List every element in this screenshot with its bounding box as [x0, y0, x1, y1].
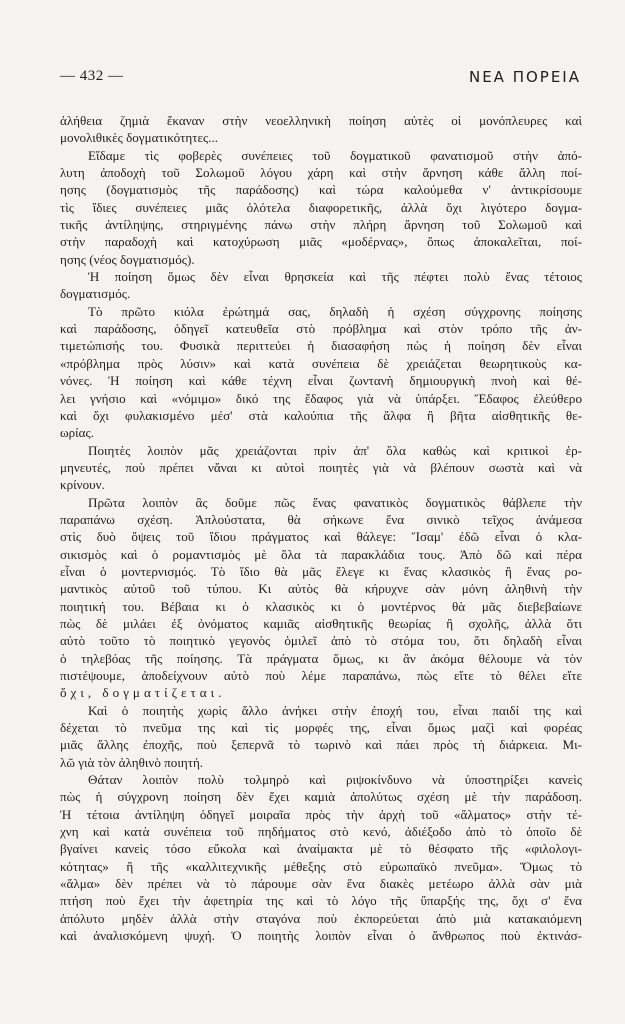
text-line: μαντικὸς αὐτοῦ τοῦ τύπου. Κι αὐτὸς θὰ κήρυχνε σὰν μόνη ἀληθινὴ τὴν: [60, 581, 582, 597]
text-line: στὶς δυὸ ὄψεις τοῦ ἴδιου πράγματος καὶ θάλεγε: Ἴσαμ' ἐδῶ εἶναι ὁ κλα-: [60, 529, 582, 545]
text-line: «πρόβλημα πρὸς λύσιν» καὶ κατὰ συνέπεια δὲ χρειάζεται θεωρητικοὺς κα-: [60, 355, 582, 371]
text-line: Καὶ ὁ ποιητὴς χωρὶς ἄλλο ἀνήκει στὴν ἐποχή του, εἶναι παιδί της καὶ: [88, 702, 582, 718]
page-header: [60, 68, 581, 92]
text-line: εἶναι ὁ μοντερνισμός. Τὸ ἴδιο θὰ μᾶς ἔλεγε κι ἕνας κλασικὸς ἢ ἕνας ρο-: [60, 563, 582, 579]
text-line: Ἡ ποίηση ὅμως δὲν εἶναι θρησκεία καὶ τῆς πέφτει πολὺ ἕνας τέτοιος: [88, 269, 582, 285]
text-line: ωρίας.: [60, 425, 94, 441]
page-number: — 432 —: [60, 68, 124, 84]
text-line: Θάταν λοιπὸν πολὺ τολμηρὸ καὶ ριψοκίνδυνο νὰ ὑποστηρίξει κανεὶς: [88, 772, 582, 788]
text-line: χνη καὶ κατὰ συνέπεια τοῦ πηδήματος στὸ κενό, ἀδιέξοδο ἀπὸ τὸ ὁποῖο δὲ: [60, 824, 582, 840]
text-line: μιᾶς ἄλλης ἐποχῆς, ποὺ ξεπερνᾶ τὸ τωρινὸ καὶ πάει πρὸς τὴ διάρκεια. Μι-: [60, 737, 582, 753]
text-line: λυτη ἀποδοχὴ τοῦ Σολωμοῦ λόγου χάρη καὶ στὴν ἄρνηση κάθε ἄλλη ποί-: [60, 165, 582, 181]
text-line: τιμετώπισής του. Φυσικὰ περιττεύει ἡ διασαφήση πὼς ἡ ποίηση δὲν εἶναι: [60, 338, 582, 354]
text-line: ποιητική του. Βέβαια κι ὁ κλασικὸς κι ὁ μοντέρνος θὰ μᾶς διεβεβαίωνε: [60, 598, 582, 614]
text-line: λει γνήσιο καὶ «νόμιμο» δικό της ἔδαφος γιὰ νὰ ὑπάρξει. Ἔδαφος ἐλεύθερο: [60, 390, 582, 406]
text-line: Ἡ τέτοια ἀντίληψη ὁδηγεῖ μοιραῖα πρὸς τὴν ἀρχὴ τοῦ «ἅλματος» στὴν τέ-: [60, 806, 582, 822]
text-line: στὴν παραδοχὴ καὶ κατοχύρωση μιᾶς «μοδέρνας», ὅπως ἀποκαλεῖται, ποί-: [60, 234, 582, 250]
text-line: πὼς δὲ μιλάει ἐξ ὀνόματος καμιᾶς αἰσθητικῆς θεωρίας ἢ σχολῆς, ἀλλὰ ὅτι: [60, 615, 582, 631]
text-line: ὄχι, δογματίζεται.: [60, 685, 226, 701]
text-line: δέχεται τὸ πνεῦμα της καὶ τὶς μορφές της, εἶναι ὅμως μαζὶ καὶ φορέας: [60, 720, 582, 736]
text-line: αὐτὸ τοῦτο τὸ ποιητικὸ γεγονὸς ὁμιλεῖ ἀπὸ τὸ στόμα του, ὅτι δηλαδὴ εἶναι: [60, 633, 582, 649]
text-line: Εἴδαμε τὶς φοβερὲς συνέπειες τοῦ δογματικοῦ φανατισμοῦ στὴν ἀπό-: [88, 147, 582, 163]
article-body: [60, 112, 582, 945]
text-line: ἀπόλυτο μηδὲν ἀλλὰ στὴν σταγόνα ποὺ ἐκπορεύεται ἀπὸ μιὰ κατακαιόμενη: [60, 910, 582, 926]
text-line: ησης (δογματισμὸς τῆς παράδοσης) καὶ τώρα καλούμεθα ν' ἀντικρίσουμε: [60, 182, 582, 198]
text-line: καὶ ἀναλισκόμενη ψυχή. Ὁ ποιητὴς λοιπὸν εἶναι ὁ ἄνθρωπος ποὺ ἐκτινάσ-: [60, 928, 582, 944]
journal-title: ΝΕΑ ΠΟΡΕΙΑ: [468, 68, 581, 86]
text-line: τὶς ἴδιες συνέπειες μιᾶς ὁλότελα διαφορετικῆς, ἀλλὰ ὄχι λιγότερο δογμα-: [60, 199, 582, 215]
text-line: σικισμὸς καὶ ὁ ρομαντισμὸς μὲ ὅλα τὰ παρακλάδια τους. Ἀπὸ δῶ καὶ πέρα: [60, 546, 582, 562]
text-line: μηνευτές, ποὺ πρέπει νἄναι κι αὐτοὶ ποιητὲς γιὰ νὰ βλέπουν σωστὰ καὶ νὰ: [60, 459, 582, 475]
text-line: πὼς ἡ σύγχρονη ποίηση δὲν ἔχει καμιὰ ἀπολύτως σχέση μὲ τὴν παράδοση.: [60, 789, 582, 805]
text-line: λῶ γιὰ τὸν ἀληθινὸ ποιητή.: [60, 754, 204, 770]
text-line: Ποιητὲς λοιπὸν μᾶς χρειάζονται πρὶν ἀπ' ὅλα καθὼς καὶ κριτικοὶ ἑρ-: [88, 442, 582, 458]
text-line: τικῆς ἀντίληψης, στηριγμένης πάνω στὴν πλήρη ἄρνηση τοῦ Σολωμοῦ καὶ: [60, 217, 582, 233]
text-line: «ἅλμα» δὲν πρέπει νὰ τὸ πάρουμε σὰν ἕνα διακὲς μετέωρο ἀλλὰ σὰν μιὰ: [60, 876, 582, 892]
text-line: κρίνουν.: [60, 477, 105, 493]
text-line: Τὸ πρῶτο κιόλα ἐρώτημά σας, δηλαδὴ ἡ σχέση σύγχρονης ποίησης: [88, 303, 582, 319]
text-line: ἀλήθεια ζημιὰ ἔκαναν στὴν νεοελληνικὴ ποίηση αὐτὲς οἱ μονόπλευρες καὶ: [60, 113, 582, 128]
text-line: ησης (νέος δογματισμός).: [60, 251, 195, 267]
text-line: μονολιθικὲς δογματικότητες...: [60, 130, 218, 146]
text-line: καὶ παράδοσης, ὁδηγεῖ κατευθεῖα στὸ πρόβλημα καὶ στὸν τρόπο τῆς ἀν-: [60, 321, 582, 337]
text-line: βγαίνει κανεὶς τόσο εὔκολα καὶ ἀναίμακτα μὲ τὸ θέσφατο τῆς «φιλολογι-: [60, 841, 582, 857]
text-line: δογματισμός.: [60, 286, 131, 302]
text-line: ὁ τηλεβόας τῆς ποίησης. Τὰ πράγματα ὅμως, κι ἂν ἀκόμα θέλουμε νὰ τὸν: [60, 650, 582, 666]
text-line: πτήση ποὺ ἔχει τὴν ἀφετηρία της καὶ τὸ λόγο τῆς ὕπαρξής της, ὄχι σ' ἕνα: [60, 893, 582, 909]
text-line: πιστέψουμε, ἀποδείχνουν αὐτὸ ποὺ λέμε παραπάνω, πὼς εἴτε τὸ θέλει εἴτε: [60, 668, 582, 683]
text-line: παραπάνω σχέση. Ἁπλούστατα, θὰ σήκωνε ἕνα σινικὸ τεῖχος ἀνάμεσα: [60, 511, 582, 527]
text-line: κότητας» ἢ τῆς «καλλιτεχνικῆς μέθεξης στὸ εὐρωπαϊκὸ πνεῦμα». Ὅμως τὸ: [60, 858, 582, 874]
text-line: νόνες. Ἡ ποίηση καὶ κάθε τέχνη εἶναι ζωντανὴ δημιουργικὴ πνοὴ καὶ θέ-: [60, 373, 582, 389]
text-line: καὶ ὄχι φυλακισμένο μέσ' στὰ καλούπια τῆς ἄλφα ἢ βῆτα αἰσθητικῆς θε-: [60, 407, 582, 423]
text-line: Πρῶτα λοιπὸν ἂς δοῦμε πῶς ἕνας φανατικὸς δογματικὸς θάβλεπε τὴν: [88, 494, 582, 510]
